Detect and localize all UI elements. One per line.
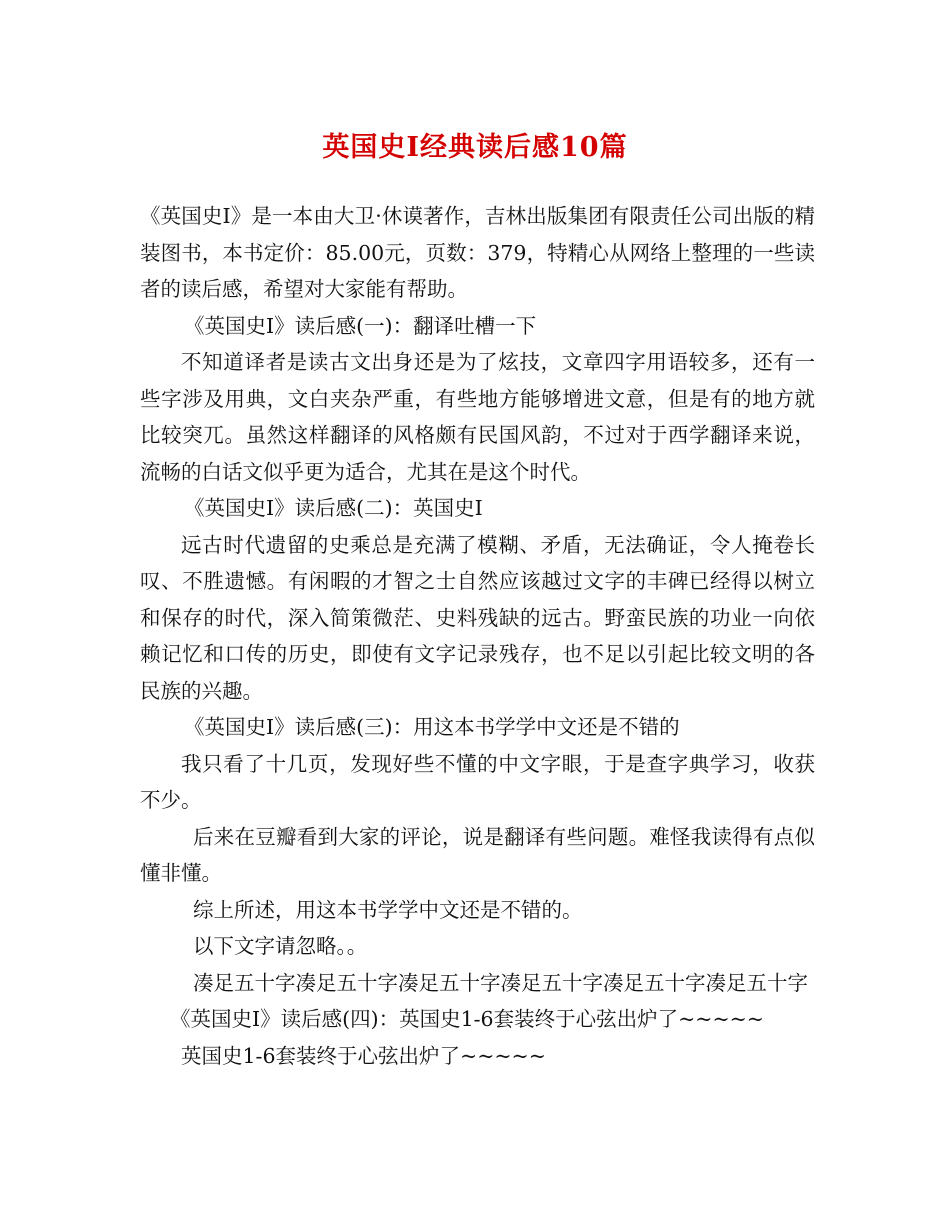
review-paragraph: 我只看了十几页，发现好些不懂的中文字眼，于是查字典学习，收获不少。 [140,751,815,812]
document-body [140,198,815,1074]
review-paragraph: 综上所述，用这本书学学中文还是不错的。 [193,897,583,922]
intro-paragraph: 《英国史Ⅰ》是一本由大卫·休谟著作，吉林出版集团有限责任公司出版的精装图书，本书定价：85.00元，页数：379，特精心从网络上整理的一些读者的读后感，希望对大家能有帮助。 [140,204,815,301]
review-paragraph: 后来在豆瓣看到大家的评论，说是翻译有些问题。难怪我读得有点似懂非懂。 [140,824,815,885]
review-heading: 《英国史Ⅰ》读后感(四)：英国史1-6套装终于心弦出炉了~~~~~ [170,1007,764,1031]
review-heading: 《英国史Ⅰ》读后感(一)：翻译吐槽一下 [184,313,537,338]
document-title: 英国史Ⅰ经典读后感10篇 [322,132,628,163]
review-heading: 《英国史Ⅰ》读后感(二)：英国史Ⅰ [184,496,483,520]
review-paragraph: 远古时代遗留的史乘总是充满了模糊、矛盾，无法确证，令人掩卷长叹、不胜遗憾。有闲暇的才智之士自然应该越过文字的丰碑已经得以树立和保存的时代，深入简策微茫、史料残缺的远古。野蛮民族的功业一向依赖记忆和口传的历史，即使有文字记录残存，也不足以引起比较文明的各民族的兴趣。 [140,532,815,703]
review-paragraph: 凑足五十字凑足五十字凑足五十字凑足五十字凑足五十字凑足五十字 [193,970,808,995]
review-paragraph: 英国史1-6套装终于心弦出炉了~~~~~ [181,1043,546,1068]
review-paragraph: 以下文字请忽略。。 [193,934,368,958]
review-heading: 《英国史Ⅰ》读后感(三)：用这本书学学中文还是不错的 [184,715,680,739]
review-paragraph: 不知道译者是读古文出身还是为了炫技，文章四字用语较多，还有一些字涉及用典，文白夹杂严重，有些地方能够增进文意，但是有的地方就比较突兀。虽然这样翻译的风格颇有民国风韵，不过对于西学翻译来说，流畅的白话文似乎更为适合，尤其在是这个时代。 [140,350,815,484]
